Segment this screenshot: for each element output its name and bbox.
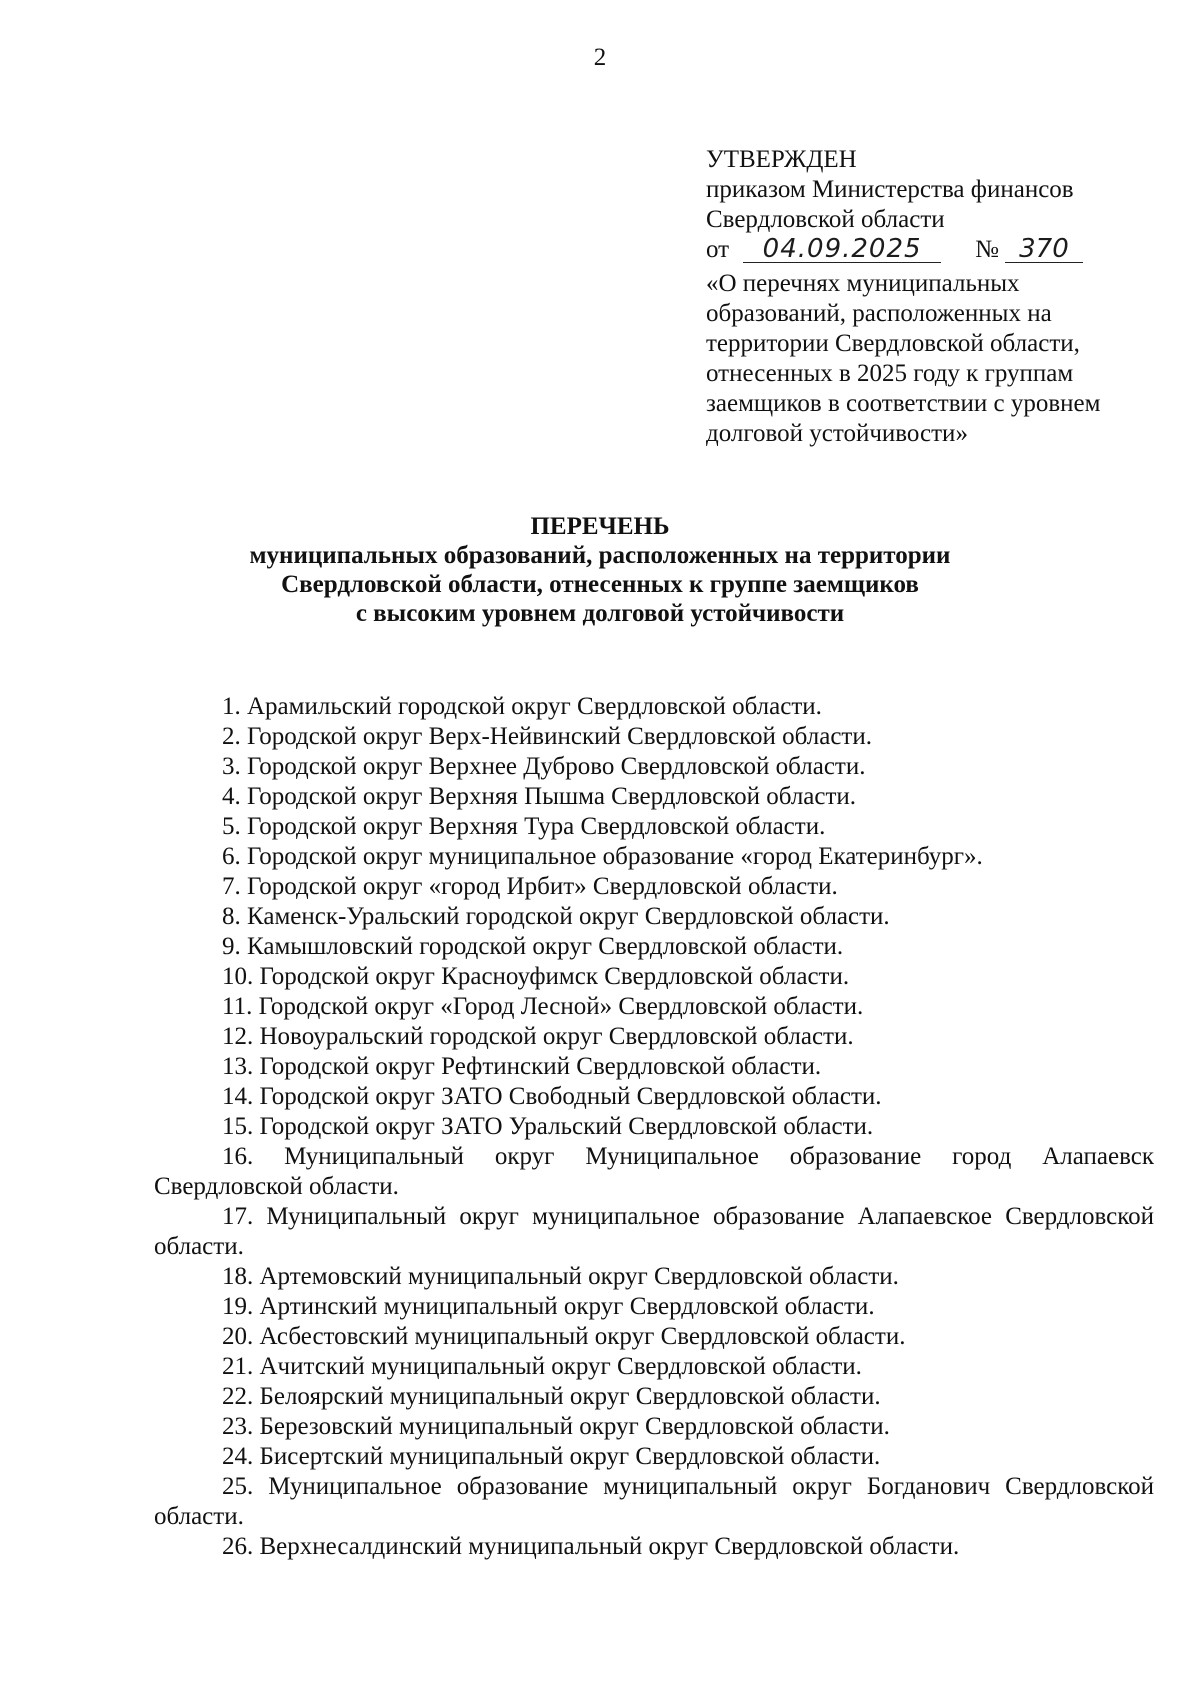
quote-line: образований, расположенных на: [706, 300, 1052, 327]
quote-line: «О перечнях муниципальных: [706, 270, 1020, 297]
list-item: 16. Муниципальный округ Муниципальное образование город Алапаевск Свердловской области.: [154, 1143, 1154, 1200]
list-item: 15. Городской округ ЗАТО Уральский Свердловской области.: [222, 1113, 874, 1140]
municipality-list: [154, 692, 1154, 1562]
title-line: с высоким уровнем долговой устойчивости: [355, 600, 845, 627]
list-item: 11. Городской округ «Город Лесной» Свердловской области.: [222, 993, 864, 1020]
list-item: 20. Асбестовский муниципальный округ Свердловской области.: [222, 1323, 906, 1350]
approval-date-number-line: [706, 235, 1176, 265]
list-item: 2. Городской округ Верх-Нейвинский Свердловской области.: [222, 723, 872, 750]
number-label: №: [975, 236, 999, 263]
title-heading: ПЕРЕЧЕНЬ: [530, 513, 670, 540]
approval-order-line: приказом Министерства финансов: [706, 176, 1074, 203]
list-item: 5. Городской округ Верхняя Тура Свердловской области.: [222, 813, 826, 840]
list-item: 19. Артинский муниципальный округ Свердловской области.: [222, 1293, 875, 1320]
list-item: 18. Артемовский муниципальный округ Свердловской области.: [222, 1263, 899, 1290]
quote-line: территории Свердловской области,: [706, 330, 1080, 357]
list-item: 26. Верхнесалдинский муниципальный округ Свердловской области.: [222, 1533, 960, 1560]
approval-heading: УТВЕРЖДЕН: [706, 146, 857, 173]
title-line: Свердловской области, отнесенных к группе заемщиков: [281, 571, 919, 598]
handwritten-number: 370: [1005, 236, 1083, 263]
quote-line: долговой устойчивости»: [706, 420, 968, 447]
list-item: 3. Городской округ Верхнее Дуброво Свердловской области.: [222, 753, 866, 780]
list-item: 6. Городской округ муниципальное образование «город Екатеринбург».: [222, 843, 983, 870]
list-item: 17. Муниципальный округ муниципальное образование Алапаевское Свердловской области.: [154, 1203, 1154, 1260]
list-item: 13. Городской округ Рефтинский Свердловской области.: [222, 1053, 822, 1080]
approval-region-line: Свердловской области: [706, 206, 945, 233]
title-line: муниципальных образований, расположенных на территории: [249, 542, 951, 569]
list-item: 25. Муниципальное образование муниципальный округ Богданович Свердловской области.: [154, 1473, 1154, 1530]
page-number: 2: [593, 44, 607, 71]
list-item: 22. Белоярский муниципальный округ Свердловской области.: [222, 1383, 881, 1410]
handwritten-date: 04.09.2025: [743, 236, 941, 263]
list-item: 12. Новоуральский городской округ Свердловской области.: [222, 1023, 854, 1050]
from-label: от: [706, 236, 730, 263]
list-item: 4. Городской округ Верхняя Пышма Свердловской области.: [222, 783, 857, 810]
list-item: 14. Городской округ ЗАТО Свободный Свердловской области.: [222, 1083, 882, 1110]
list-item: 10. Городской округ Красноуфимск Свердловской области.: [222, 963, 850, 990]
list-item: 21. Ачитский муниципальный округ Свердловской области.: [222, 1353, 862, 1380]
list-item: 9. Камышловский городской округ Свердловской области.: [222, 933, 844, 960]
list-item: 24. Бисертский муниципальный округ Свердловской области.: [222, 1443, 881, 1470]
quote-line: заемщиков в соответствии с уровнем: [706, 390, 1101, 417]
approval-block: [706, 145, 1176, 449]
list-item: 8. Каменск-Уральский городской округ Свердловской области.: [222, 903, 890, 930]
list-item: 7. Городской округ «город Ирбит» Свердловской области.: [222, 873, 838, 900]
list-item: 23. Березовский муниципальный округ Свердловской области.: [222, 1413, 890, 1440]
list-item: 1. Арамильский городской округ Свердловской области.: [222, 693, 822, 720]
quote-line: отнесенных в 2025 году к группам: [706, 360, 1074, 387]
document-title: [0, 512, 1200, 628]
order-title-quote: [706, 269, 1176, 449]
